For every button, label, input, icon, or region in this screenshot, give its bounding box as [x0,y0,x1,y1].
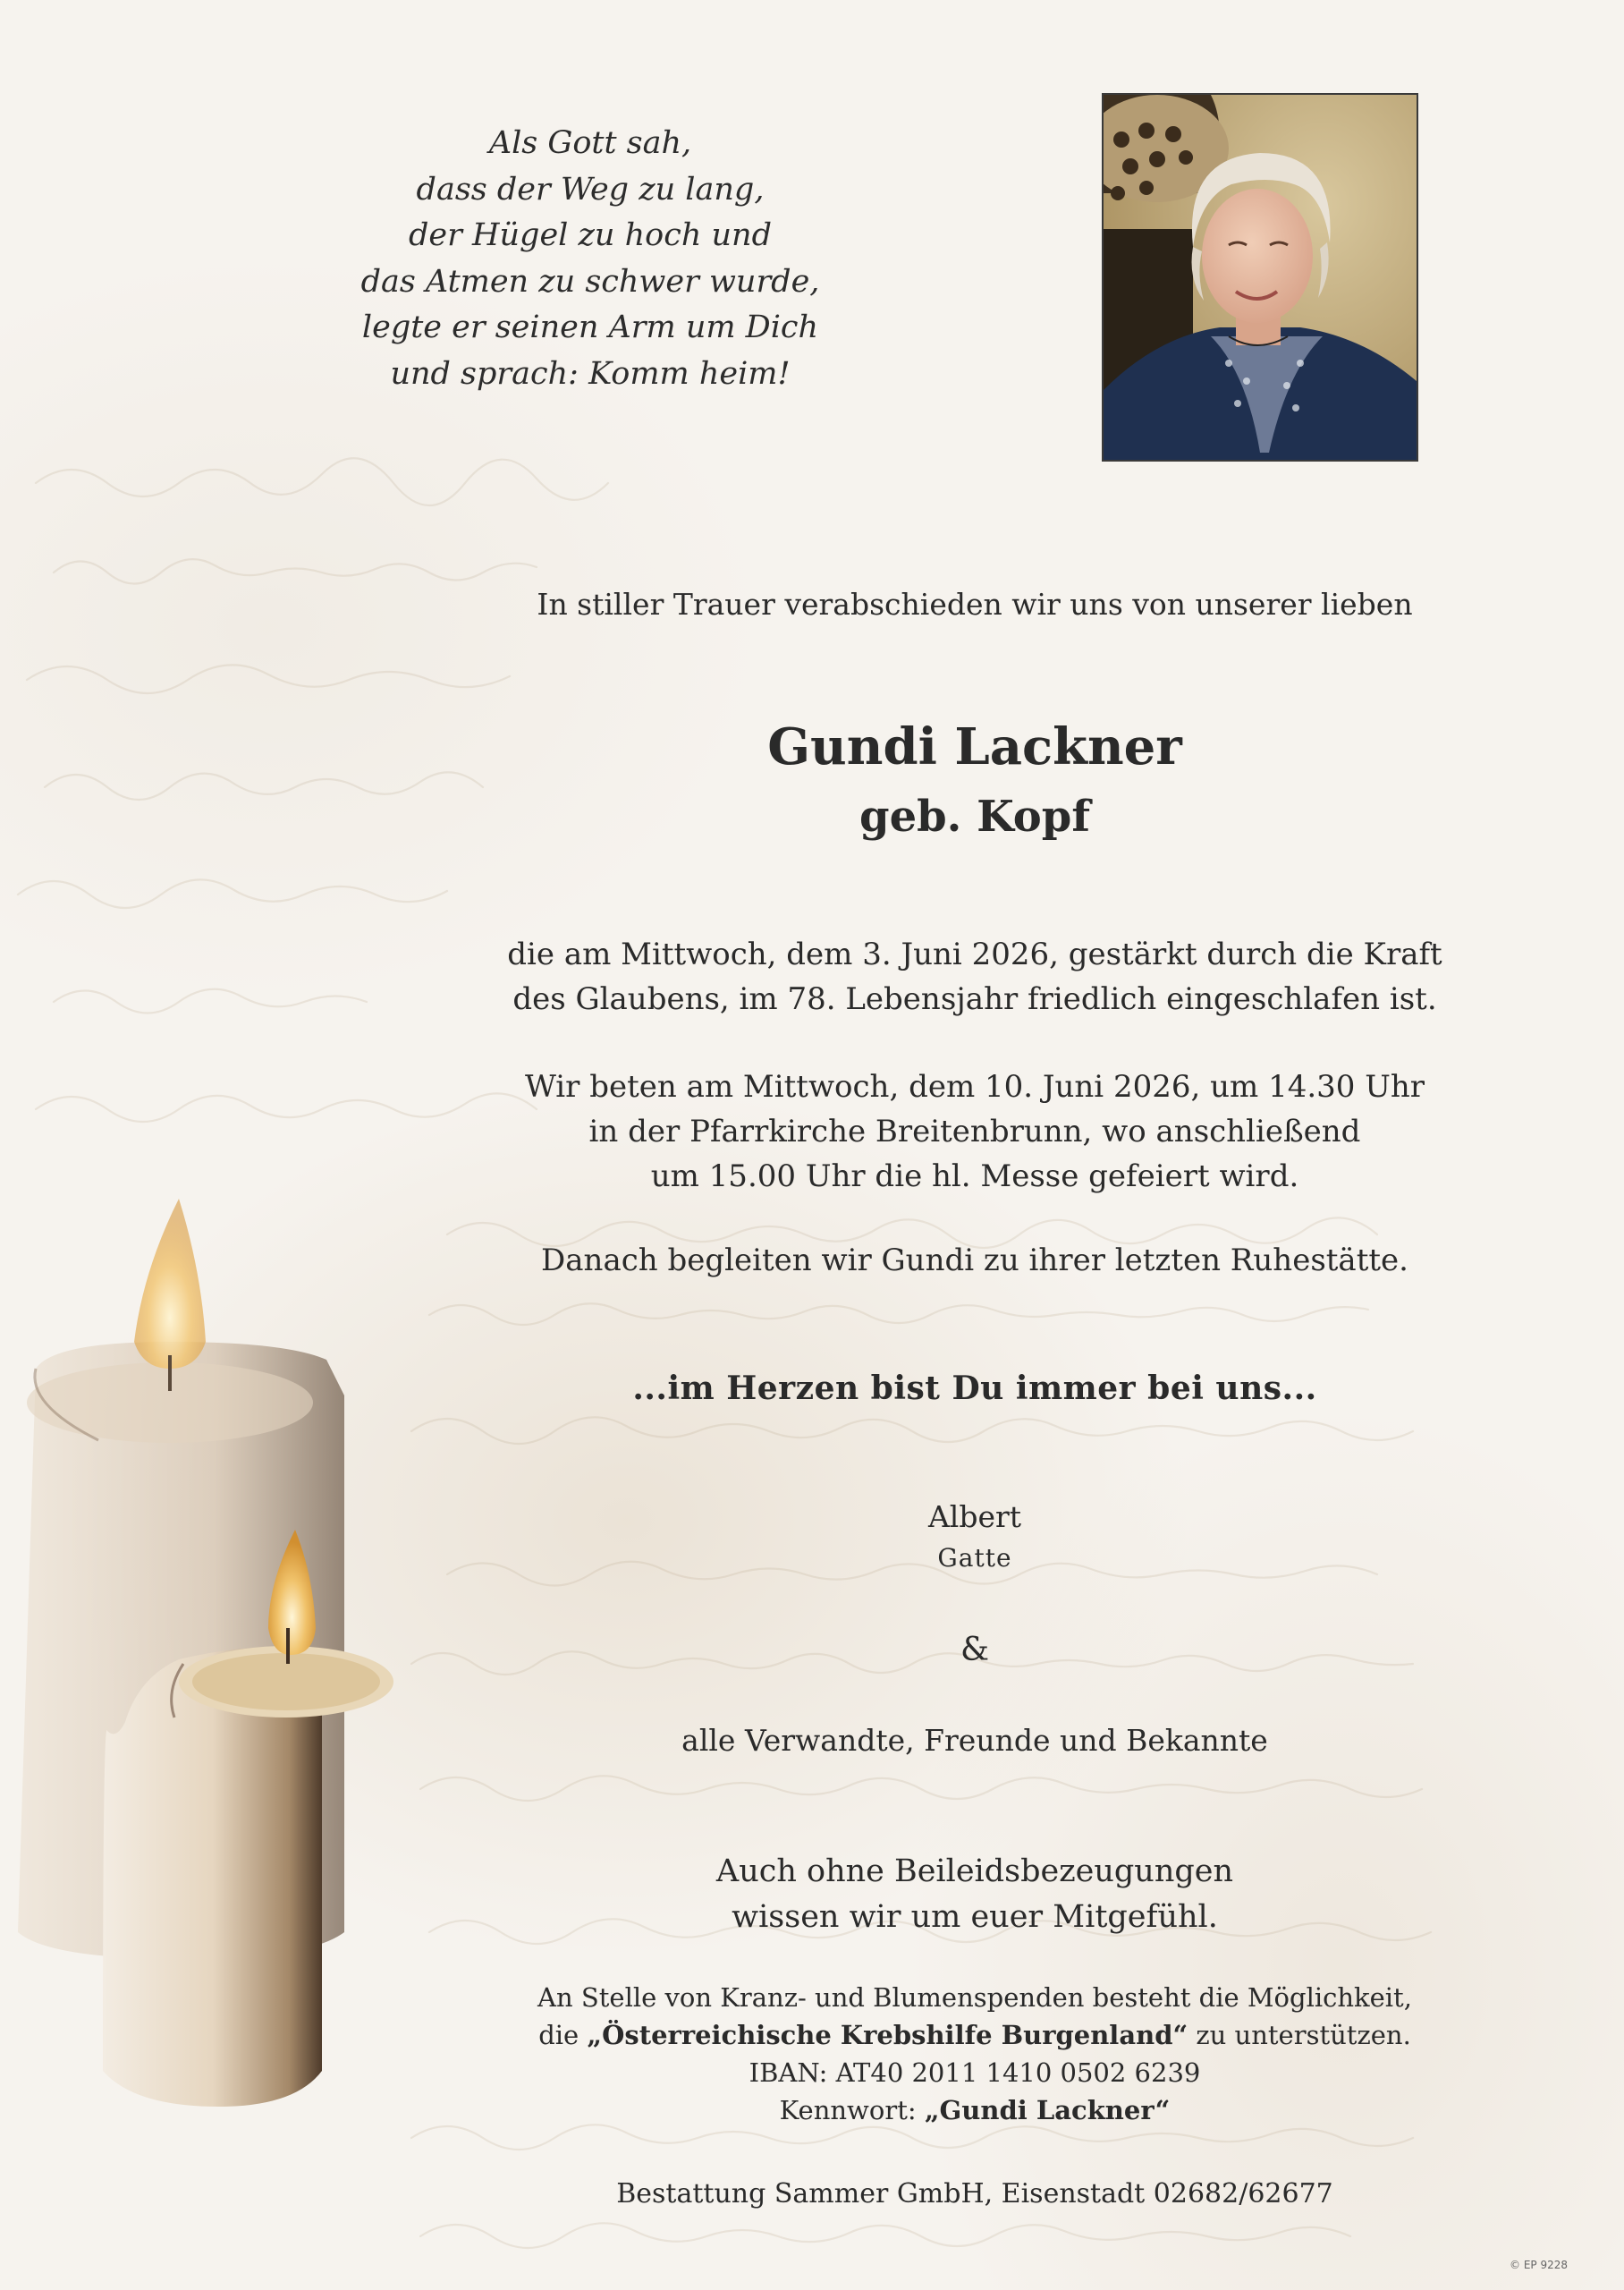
service-line: in der Pfarrkirche Breitenbrunn, wo anschließend [588,1114,1361,1149]
other-mourners: alle Verwandte, Freunde und Bekannte [681,1723,1268,1758]
print-code: © EP 9228 [1510,2259,1568,2271]
deceased-name: Gundi Lackner [767,717,1182,776]
portrait-photo [1102,93,1418,462]
death-notice-line: die am Mittwoch, dem 3. Juni 2026, gestärkt durch die Kraft [507,937,1442,972]
poem [304,121,876,397]
donation-post: zu unterstützen. [1196,2020,1411,2050]
poem-line: und sprach: Komm heim! [390,355,791,392]
donation-iban: IBAN: AT40 2011 1410 0502 6239 [749,2057,1201,2088]
keyword-value: „Gundi Lackner“ [924,2095,1171,2125]
death-notice-line: des Glaubens, im 78. Lebensjahr friedlich eingeschlafen ist. [512,981,1437,1017]
condolence-line: Auch ohne Beileidsbezeugungen [715,1853,1234,1889]
portrait-image [1104,95,1417,460]
condolence-line: wissen wir um euer Mitgefühl. [732,1899,1218,1935]
donation-keyword [447,2091,1502,2129]
donation-line [447,2016,1502,2054]
service-line: Wir beten am Mittwoch, dem 10. Juni 2026, um 14.30 Uhr [524,1069,1425,1105]
donation-organization: „Österreichische Krebshilfe Burgenland“ [587,2020,1188,2050]
poem-line: das Atmen zu schwer wurde, [360,263,820,300]
maiden-name: geb. Kopf [859,792,1090,842]
funeral-home: Bestattung Sammer GmbH, Eisenstadt 02682/62677 [616,2178,1333,2209]
keyword-label: Kennwort: [779,2095,917,2125]
condolence-text [447,1849,1502,1940]
poem-line: legte er seinen Arm um Dich [361,310,819,345]
ampersand: & [960,1632,990,1668]
poem-line: Als Gott sah, [488,125,692,161]
poem-line: dass der Weg zu lang, [416,171,765,208]
mourner-role: Gatte [937,1543,1012,1573]
service-info [447,1064,1502,1199]
donation-info [447,1979,1502,2129]
candles-illustration [0,1163,465,2218]
motto: ...im Herzen bist Du immer bei uns... [632,1370,1317,1407]
donation-line: An Stelle von Kranz- und Blumenspenden besteht die Möglichkeit, [537,1982,1412,2013]
service-line: um 15.00 Uhr die hl. Messe gefeiert wird. [650,1158,1299,1194]
intro-text: In stiller Trauer verabschieden wir uns von unserer lieben [537,587,1413,622]
mourner-name: Albert [927,1499,1022,1534]
donation-pre: die [538,2020,579,2050]
death-notice [447,932,1502,1022]
poem-line: der Hügel zu hoch und [409,217,772,253]
burial-text: Danach begleiten wir Gundi zu ihrer letzten Ruhestätte. [541,1243,1408,1278]
